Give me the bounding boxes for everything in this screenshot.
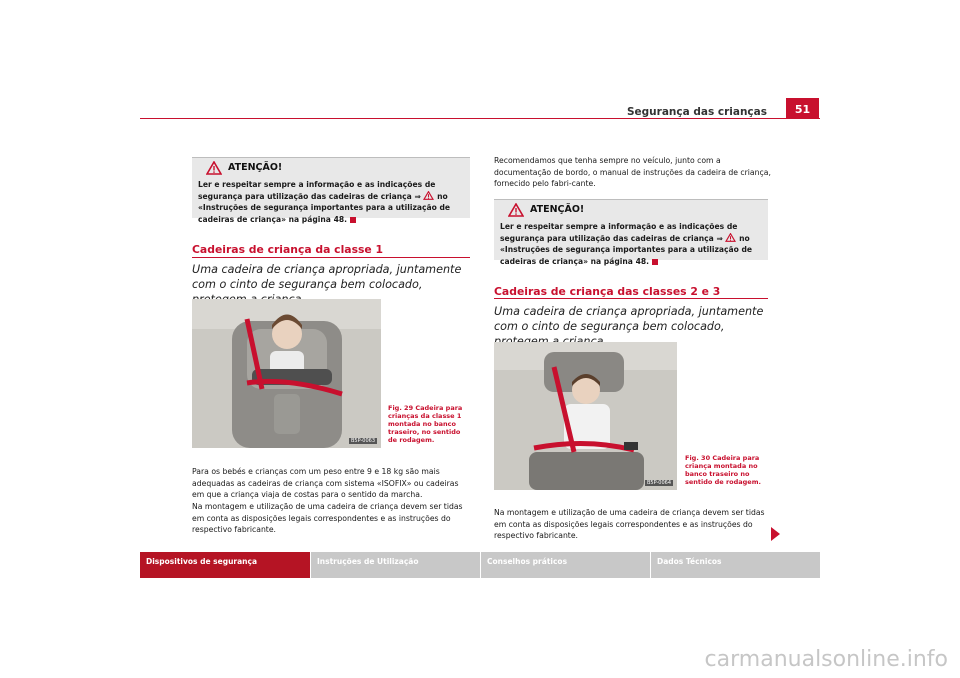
figure-code: B5P-0063 [350,438,375,444]
section-rule [192,257,470,258]
figure-29 [192,299,381,448]
watermark: carmanualsonline.info [704,647,948,672]
next-page-arrow-icon[interactable] [771,527,780,541]
page-header-title: Segurança das crianças [626,106,767,118]
figure-30-caption: Fig. 30 Cadeira para criança montada no banco traseiro no sentido de rodagem. [685,454,761,486]
section-rule [494,298,768,299]
child-seat-class2-3-illustration [494,342,677,490]
warning-text [500,221,762,267]
end-mark-icon [350,217,356,223]
section-lead: Uma cadeira de criança apropriada, juntamente com o cinto de segurança bem colocado, [494,305,764,333]
footer-tab-dados[interactable]: Dados Técnicos [650,552,820,578]
figure-29-caption: Fig. 29 Cadeira para crianças da classe 1 montada no banco traseiro, no sentido de rodagem. [388,404,463,444]
footer-tab-conselhos[interactable]: Conselhos práticos [480,552,650,578]
page-number: 51 [786,98,819,118]
warning-text-part1: Ler e respeitar sempre a informação e as indicações de segurança para utilização das cadeiras de criança ⇒ [500,222,738,243]
header-rule [140,118,820,119]
child-seat-class1-illustration [192,299,381,448]
warning-title: ATENÇÃO! [530,204,585,215]
warning-inline-icon [725,233,736,242]
warning-text-part1: Ler e respeitar sempre a informação e as indicações de segurança para utilização das cadeiras de criança ⇒ [198,180,436,201]
warning-triangle-icon [508,203,524,217]
figure-code: B5P-0064 [646,480,671,486]
warning-text [198,179,464,225]
right-paragraph-1: Na montagem e utilização de uma cadeira de criança devem ser tidas em conta as disposições legais correspondentes e as instruções do respectivo fabricante. [494,508,765,540]
section-title-class2-3: Cadeiras de criança das classes 2 e 3 [494,285,721,298]
warning-title: ATENÇÃO! [228,162,283,173]
footer-tab-instrucoes[interactable]: Instruções de Utilização [310,552,480,578]
warning-inline-icon [423,191,434,200]
left-paragraph-2: Na montagem e utilização de uma cadeira de criança devem ser tidas em conta as disposições legais correspondentes e as instruções do respectivo fabricante. [192,502,463,534]
warning-text-part2: no «Instruções de segurança importantes para a utilização de cadeiras de criança» na página 48. [198,191,451,224]
end-mark-icon [652,259,658,265]
warning-box-left [192,157,470,224]
warning-triangle-icon [206,161,222,175]
section-title-class1: Cadeiras de criança da classe 1 [192,243,384,256]
figure-30 [494,342,677,490]
section-lead: Uma cadeira de criança apropriada, juntamente com o cinto de segurança bem colocado, [192,263,462,291]
warning-box-right [494,199,768,266]
footer-tab-dispositivos[interactable]: Dispositivos de segurança [140,552,310,578]
footer-nav [140,552,820,578]
right-intro-paragraph: Recomendamos que tenha sempre no veículo, junto com a documentação de bordo, o manual de instruções da cadeira de criança, fornecido pelo fabri-cante. [494,156,771,188]
warning-text-part2: no «Instruções de segurança importantes para a utilização de cadeiras de criança» na página 48. [500,233,753,266]
left-paragraph-1: Para os bebés e crianças com um peso entre 9 e 18 kg são mais adequadas as cadeiras de criança com sistema «ISOFIX» ou cadeiras em que a criança viaja de costas para o sentido da marcha. [192,467,459,499]
